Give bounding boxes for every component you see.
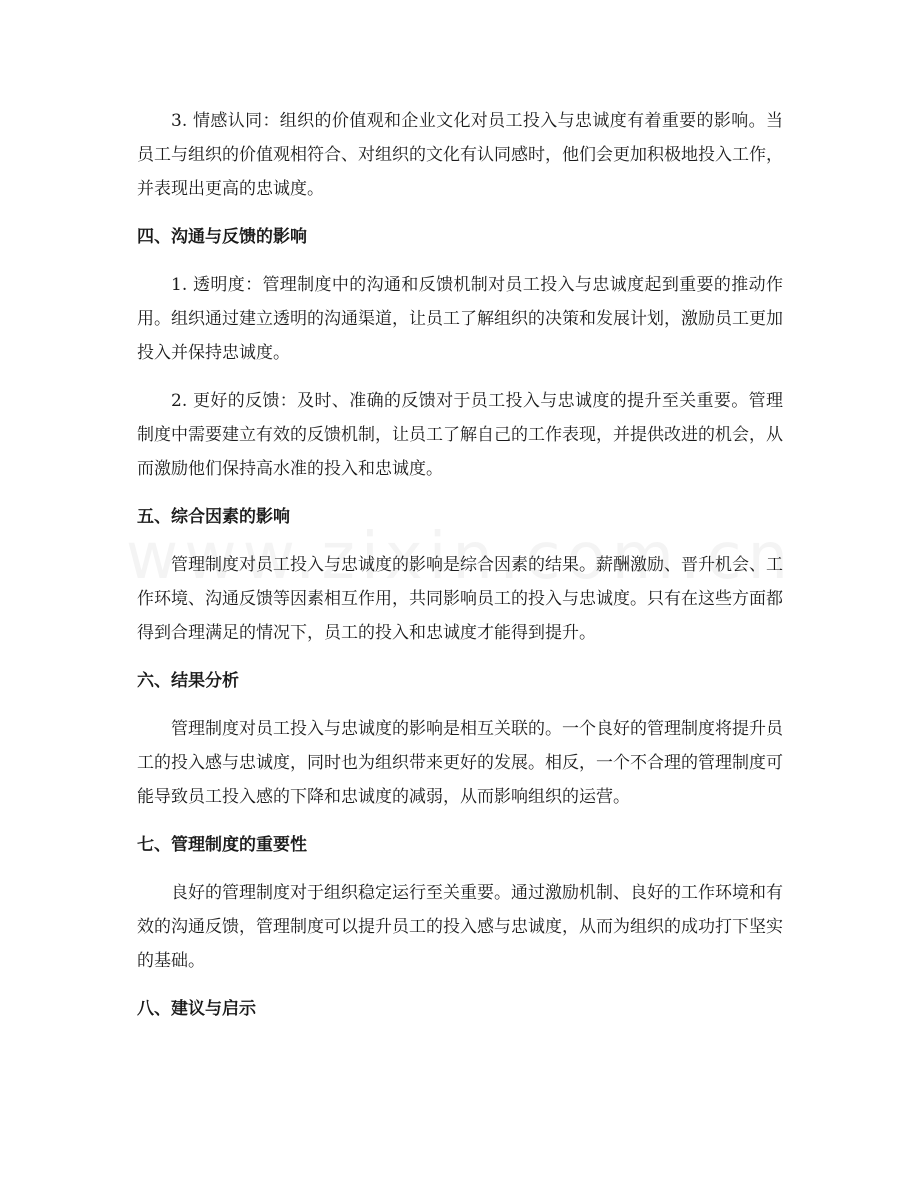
document-body <box>137 104 783 1040</box>
section-heading-suggestions: 八、建议与启示 <box>137 999 256 1019</box>
paragraph-combined-factors: 管理制度对员工投入与忠诚度的影响是综合因素的结果。薪酬激励、晋升机会、工作环境、沟通反馈等因素相互作用，共同影响员工的投入与忠诚度。只有在这些方面都得到合理满足的情况下，员工的投入和忠诚度才能得到提升。 <box>137 555 783 643</box>
paragraph-result-analysis: 管理制度对员工投入与忠诚度的影响是相互关联的。一个良好的管理制度将提升员工的投入感与忠诚度，同时也为组织带来更好的发展。相反，一个不合理的管理制度可能导致员工投入感的下降和忠诚度的减弱，从而影响组织的运营。 <box>137 719 783 807</box>
paragraph-better-feedback: 2. 更好的反馈：及时、准确的反馈对于员工投入与忠诚度的提升至关重要。管理制度中需要建立有效的反馈机制，让员工了解自己的工作表现，并提供改进的机会，从而激励他们保持高水准的投入和忠诚度。 <box>137 391 783 479</box>
section-heading-communication-feedback: 四、沟通与反馈的影响 <box>137 227 307 247</box>
section-heading-result-analysis: 六、结果分析 <box>137 671 239 691</box>
paragraph-importance: 良好的管理制度对于组织稳定运行至关重要。通过激励机制、良好的工作环境和有效的沟通反馈，管理制度可以提升员工的投入感与忠诚度，从而为组织的成功打下坚实的基础。 <box>137 883 783 971</box>
paragraph-transparency: 1. 透明度：管理制度中的沟通和反馈机制对员工投入与忠诚度起到重要的推动作用。组织通过建立透明的沟通渠道，让员工了解组织的决策和发展计划，激励员工更加投入并保持忠诚度。 <box>137 275 783 363</box>
section-heading-combined-factors: 五、综合因素的影响 <box>137 507 290 527</box>
paragraph-emotional-identification: 3. 情感认同：组织的价值观和企业文化对员工投入与忠诚度有着重要的影响。当员工与组织的价值观相符合、对组织的文化有认同感时，他们会更加积极地投入工作，并表现出更高的忠诚度。 <box>137 111 783 199</box>
section-heading-importance: 七、管理制度的重要性 <box>137 835 307 855</box>
